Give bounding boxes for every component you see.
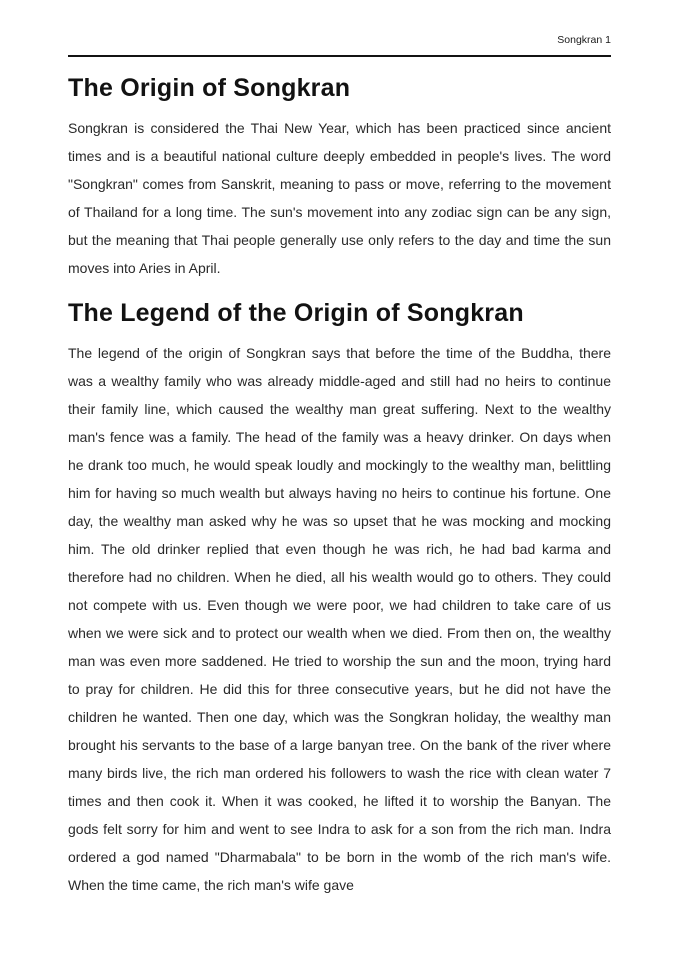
section-title-legend: The Legend of the Origin of Songkran <box>68 299 524 327</box>
section-title-origin: The Origin of Songkran <box>68 74 351 102</box>
section-paragraph-legend: The legend of the origin of Songkran says that before the time of the Buddha, there was a wealthy family who was already middle-aged and still had no heirs to continue their family line, which caused the wealthy man great suffering. Next to the wealthy man's fence was a family. The head of the family was a heavy drinker. On days when he drank too much, he would speak loudly and mockingly to the wealthy man, belittling him for having so much wealth but always having no heirs to continue his fortune. One day, the wealthy man asked why he was so upset that he was mocking and mocking him. The old drinker replied that even though he was rich, he had bad karma and therefore had no children. When he died, all his wealth would go to others. They could not compete with us. Even though we were poor, we had children to take care of us when we were sick and to protect our wealth when we died. From then on, the wealthy man was even more saddened. He tried to worship the sun and the moon, trying hard to pray for children. He did this for three consecutive years, but he did not have the children he wanted. Then one day, which was the Songkran holiday, the wealthy man brought his servants to the base of a large banyan tree. On the bank of the river where many birds live, the rich man ordered his followers to wash the rice with clean water 7 times and then cook it. When it was cooked, he lifted it to worship the Banyan. The gods felt sorry for him and went to see Indra to ask for a son from the rich man. Indra ordered a god named "Dharmabala" to be born in the womb of the rich man's wife. When the time came, the rich man's wife gave <box>68 345 611 893</box>
section-paragraph-origin: Songkran is considered the Thai New Year, which has been practiced since ancient times and is a beautiful national culture deeply embedded in people's lives. The word "Songkran" comes from Sanskrit, meaning to pass or move, referring to the movement of Thailand for a long time. The sun's movement into any zodiac sign can be any sign, but the meaning that Thai people generally use only refers to the day and time the sun moves into Aries in April. <box>68 120 611 276</box>
running-head: Songkran 1 <box>557 34 611 46</box>
header-rule <box>68 55 611 57</box>
page-header <box>68 34 611 47</box>
